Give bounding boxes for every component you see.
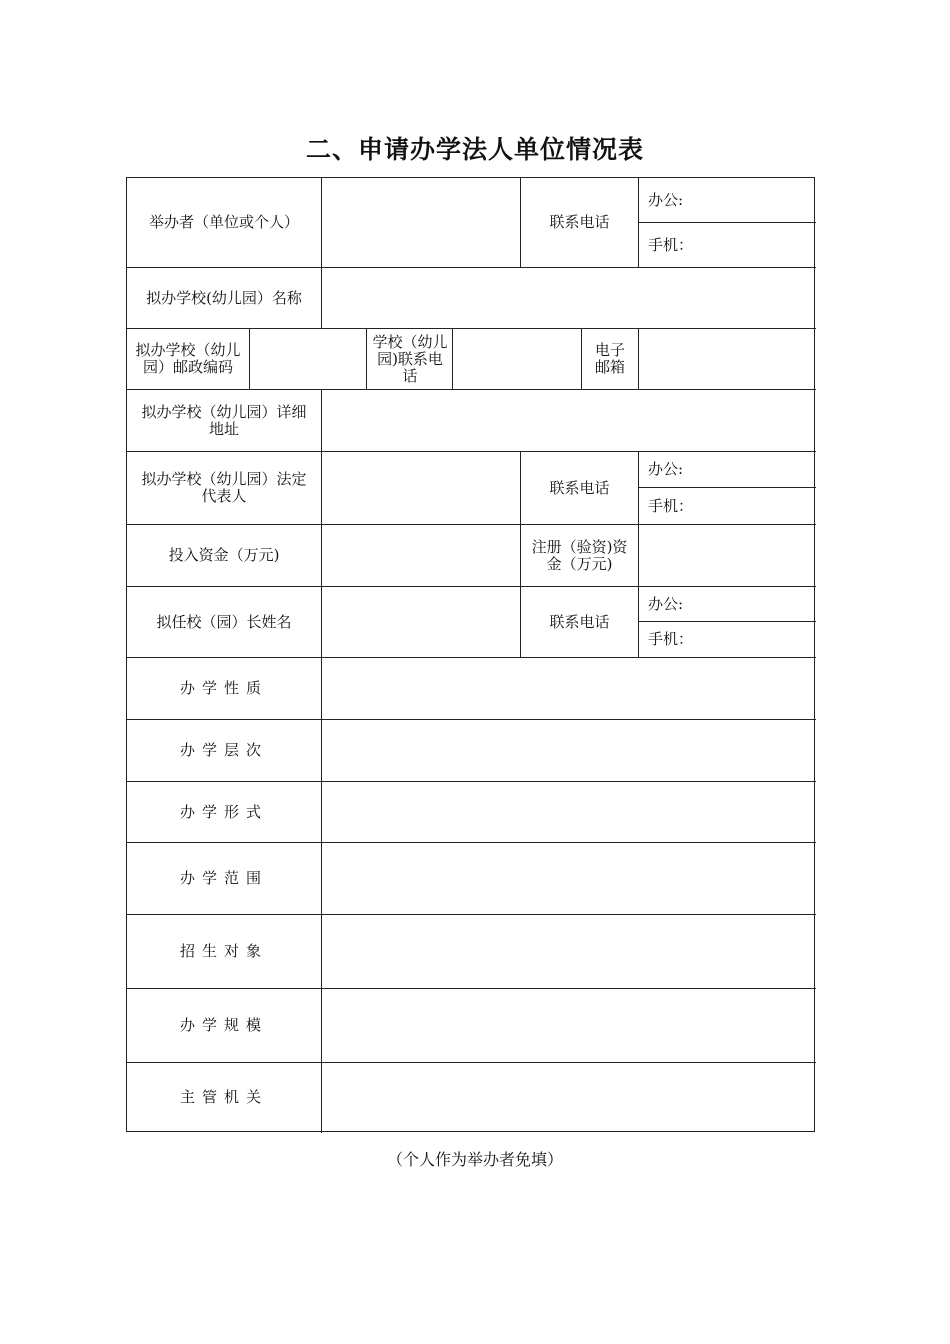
school-phone-field[interactable] [453,329,581,389]
legal-rep-label: 拟办学校（幼儿园）法定代表人 [141,470,307,505]
postal-code-field[interactable] [250,329,366,389]
scale-label: 办学规模 [179,1016,268,1034]
legal-rep-field[interactable] [322,452,520,524]
authority-label: 主管机关 [179,1087,268,1106]
organizer-phone-label: 联系电话 [549,213,610,231]
form-label: 办学形式 [179,802,268,821]
enrollment-field[interactable] [322,915,816,988]
scope-field[interactable] [322,843,816,914]
postal-code-label: 拟办学校（幼儿园）邮政编码 [135,341,241,376]
principal-label: 拟任校（园）长姓名 [156,612,292,631]
legal-rep-mobile-phone[interactable]: 手机： [648,496,694,515]
organizer-label: 举办者（单位或个人） [148,213,299,231]
nature-label: 办学性质 [179,679,268,697]
scale-field[interactable] [322,989,816,1062]
school-name-label: 拟办学校(幼儿园）名称 [146,288,302,307]
email-field[interactable] [639,329,816,389]
col-divider [366,328,367,389]
investment-label: 投入资金（万元) [168,546,280,564]
enrollment-label: 招生对象 [179,942,268,960]
principal-field[interactable] [322,587,520,657]
organizer-mobile-phone[interactable]: 手机： [648,235,694,254]
legal-rep-office-phone[interactable]: 办公: [648,460,684,478]
address-field[interactable] [322,390,816,451]
page-title: 二、申请办学法人单位情况表 [305,135,644,164]
investment-field[interactable] [322,525,520,586]
level-label: 办学层次 [179,741,268,759]
registered-capital-field[interactable] [639,525,816,586]
col-divider [581,328,582,389]
principal-phone-label: 联系电话 [549,612,610,631]
authority-field[interactable] [322,1063,816,1131]
organizer-office-phone[interactable]: 办公: [648,190,684,209]
level-field[interactable] [322,720,816,781]
scope-label: 办学范围 [179,869,268,887]
registered-capital-label: 注册（验资)资金（万元) [531,537,628,573]
principal-office-phone[interactable]: 办公: [648,594,684,613]
application-form-table [126,177,815,1132]
school-name-field[interactable] [322,268,816,328]
address-label: 拟办学校（幼儿园）详细地址 [141,402,307,438]
principal-mobile-phone[interactable]: 手机： [648,630,694,648]
form-field[interactable] [322,782,816,842]
organizer-field[interactable] [322,178,520,267]
email-label: 电子邮箱 [594,341,625,376]
legal-rep-phone-label: 联系电话 [549,478,610,497]
nature-field[interactable] [322,658,816,719]
footnote: （个人作为举办者免填） [386,1150,563,1169]
school-phone-label: 学校（幼儿园)联系电话 [372,332,448,385]
